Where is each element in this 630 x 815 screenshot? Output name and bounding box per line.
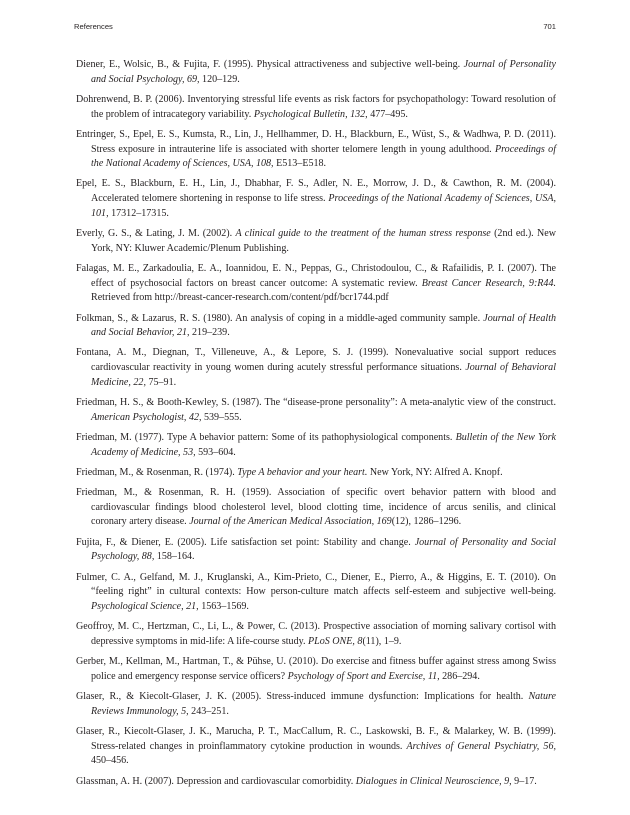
reference-text: 450–456.: [91, 755, 129, 767]
reference-entry: [76, 620, 556, 649]
running-head: References: [74, 22, 113, 31]
reference-text: Glaser, R., Kiecolt-Glaser, J. K., Marucha, P. T., MacCallum, R. C., Laskowski, B. F., & Malarkey, W. B. (1999). Stress-related changes in proinflammatory cytokine production in wounds.: [76, 725, 556, 752]
reference-source-italic: Archives of General Psychiatry, 56,: [406, 740, 556, 752]
reference-text: Gerber, M., Kellman, M., Hartman, T., & Pühse, U. (2010). Do exercise and fitness buffer against stress among Swiss police and emergency response service officers?: [76, 656, 556, 682]
reference-text: Folkman, S., & Lazarus, R. S. (1980). An analysis of coping in a middle-aged community sample.: [76, 312, 484, 324]
reference-entry: [76, 431, 556, 460]
reference-text: Fulmer, C. A., Gelfand, M. J., Kruglanski, A., Kim-Prieto, C., Diener, E., Pierro, A., & Higgins, E. T. (2010). On “feeling right” in cultural contexts: How person-culture match affects self-esteem and subjective well-being.: [76, 571, 556, 598]
reference-text: E513–E518.: [273, 158, 327, 170]
reference-entry: [76, 93, 556, 122]
reference-source-italic: Bulletin of the New York Academy of Medicine, 53,: [91, 431, 556, 458]
reference-text: (11), 1–9.: [362, 635, 402, 647]
reference-source-italic: Journal of the American Medical Association, 169: [189, 516, 392, 528]
reference-entry: [76, 690, 556, 719]
reference-source-italic: A clinical guide to the treatment of the human stress response: [235, 228, 491, 240]
reference-text: Glassman, A. H. (2007). Depression and cardiovascular comorbidity.: [76, 775, 356, 787]
reference-text: 1563–1569.: [198, 601, 249, 612]
reference-text: (12), 1286–1296.: [391, 516, 462, 528]
reference-source-italic: Nature Reviews Immunology, 5,: [91, 691, 556, 717]
reference-source-italic: Journal of Health and Social Behavior, 21,: [91, 312, 557, 339]
reference-source-italic: PLoS ONE, 8: [308, 635, 363, 647]
reference-text: (2nd ed.). New York, NY: Kluwer Academic/Plenum Publishing.: [91, 228, 557, 254]
reference-entry: [76, 177, 556, 221]
reference-text: 219–239.: [189, 327, 230, 339]
reference-text: Everly, G. S., & Lating, J. M. (2002).: [76, 228, 236, 240]
reference-source-italic: Dialogues in Clinical Neuroscience, 9,: [355, 775, 512, 787]
reference-text: New York, NY: Alfred A. Knopf.: [367, 466, 503, 478]
reference-text: Entringer, S., Epel, E. S., Kumsta, R., Lin, J., Hellhammer, D. H., Blackburn, E., Wüst, S., & Wadhwa, P. D. (2011). Stress exposure in intrauterine life is associated with shorter telomere length in young adulthood.: [76, 128, 556, 155]
reference-text: Glaser, R., & Kiecolt-Glaser, J. K. (2005). Stress-induced immune dysfunction: Implications for health.: [76, 691, 529, 703]
reference-text: Friedman, M. (1977). Type A behavior pattern: Some of its pathophysiological components.: [76, 431, 456, 443]
reference-text: Friedman, H. S., & Booth-Kewley, S. (1987). The “disease-prone personality”: A meta-analytic view of the construct.: [76, 397, 556, 409]
reference-text: Epel, E. S., Blackburn, E. H., Lin, J., Dhabhar, F. S., Adler, N. E., Morrow, J. D., & Cawthon, R. M. (2004). Accelerated telomere shortening in response to life stress.: [76, 178, 556, 205]
reference-entry: [76, 128, 556, 172]
reference-source-italic: Psychological Bulletin, 132,: [253, 108, 368, 120]
reference-text: 17312–17315.: [108, 207, 169, 219]
reference-text: Diener, E., Wolsic, B., & Fujita, F. (1995). Physical attractiveness and subjective well-being.: [76, 59, 464, 70]
reference-entry: [76, 725, 556, 769]
reference-source-italic: Proceedings of the National Academy of Sciences, USA, 108,: [91, 143, 556, 170]
reference-source-italic: Breast Cancer Research, 9:R44.: [421, 277, 556, 289]
reference-text: 243–251.: [188, 705, 229, 717]
reference-text: 539–555.: [201, 411, 242, 423]
reference-text: 593–604.: [195, 446, 236, 458]
reference-text: Geoffroy, M. C., Hertzman, C., Li, L., & Power, C. (2013). Prospective association of morning salivary cortisol with depressive symptoms in mid-life: A life-course study.: [76, 621, 556, 647]
reference-text: Dohrenwend, B. P. (2006). Inventorying stressful life events as risk factors for psychopathology: Toward resolution of the problem of intracategory variability.: [76, 93, 556, 120]
reference-text: Retrieved from http://breast-cancer-research.com/content/pdf/bcr1744.pdf: [91, 292, 389, 304]
reference-text: Friedman, M., & Rosenman, R. (1974).: [76, 466, 238, 478]
reference-text: Friedman, M., & Rosenman, R. H. (1959). Association of specific overt behavior pattern with blood and cardiovascular findings blood cholesterol level, blood clotting time, incidence of arcus senilis, and clinical coronary artery disease.: [76, 487, 556, 528]
page-number: 701: [543, 22, 556, 31]
reference-entry: [76, 775, 556, 790]
reference-entry: [76, 346, 556, 390]
reference-text: 158–164.: [154, 551, 195, 563]
reference-entry: [76, 227, 556, 256]
reference-text: 477–495.: [367, 108, 408, 120]
reference-entry: [76, 396, 556, 425]
reference-text: 286–294.: [439, 670, 480, 682]
reference-entry: [76, 262, 556, 306]
reference-source-italic: Journal of Personality and Social Psychology, 69,: [91, 59, 556, 85]
reference-list: [76, 58, 556, 795]
reference-text: Fujita, F., & Diener, E. (2005). Life satisfaction set point: Stability and change.: [76, 536, 415, 548]
reference-source-italic: Type A behavior and your heart.: [237, 466, 368, 478]
reference-source-italic: Psychological Science, 21,: [91, 601, 199, 612]
reference-entry: [76, 655, 556, 684]
reference-text: 120–129.: [199, 73, 240, 85]
reference-entry: [76, 571, 556, 615]
reference-entry: [76, 536, 556, 565]
reference-text: 9–17.: [511, 775, 537, 787]
reference-text: Falagas, M. E., Zarkadoulia, E. A., Ioannidou, E. N., Peppas, G., Christodoulou, C., & Rafailidis, P. I. (2007). The effect of psychosocial factors on breast cancer outcome: A systematic review.: [76, 262, 556, 289]
reference-text: 75–91.: [145, 376, 177, 388]
reference-entry: [76, 486, 556, 530]
reference-source-italic: Journal of Personality and Social Psychology, 88,: [91, 536, 557, 563]
reference-source-italic: Journal of Behavioral Medicine, 22,: [91, 362, 556, 388]
reference-entry: [76, 466, 556, 481]
reference-text: Fontana, A. M., Diegnan, T., Villeneuve, A., & Lepore, S. J. (1999). Nonevaluative social support reduces cardiovascular reactivity in young women during acutely stressful performance situations.: [76, 347, 556, 374]
reference-source-italic: American Psychologist, 42,: [91, 411, 202, 423]
reference-entry: [76, 58, 556, 87]
reference-entry: [76, 312, 556, 341]
reference-source-italic: Psychology of Sport and Exercise, 11,: [287, 670, 440, 682]
reference-source-italic: Proceedings of the National Academy of Sciences, USA, 101,: [91, 193, 556, 219]
